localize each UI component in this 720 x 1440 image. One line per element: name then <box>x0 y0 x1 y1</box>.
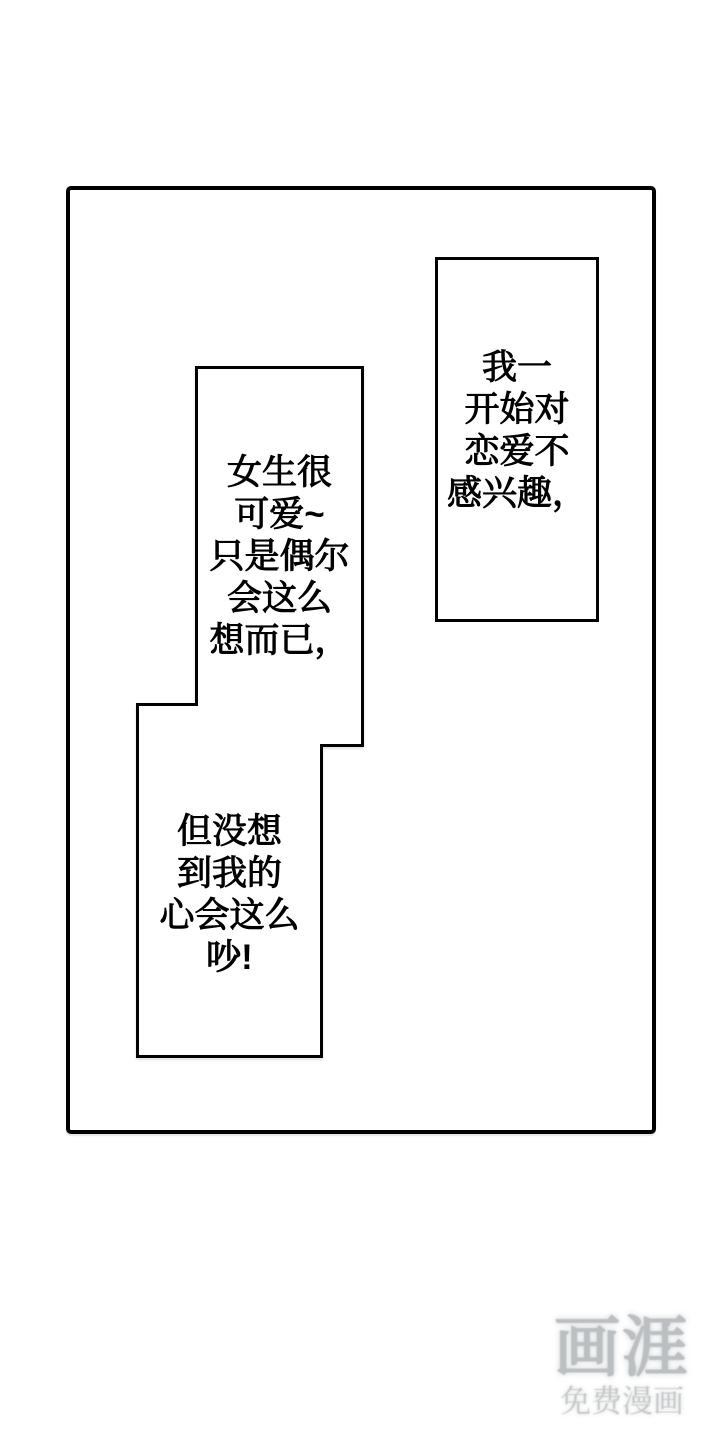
bubble-text-line: 心会这么 <box>159 896 300 935</box>
bubble-text-line: 吵! <box>206 938 253 977</box>
bubble-text-line: 只是偶尔 <box>209 536 350 576</box>
bubble-text-line: 开始对 <box>464 389 570 429</box>
watermark-tagline: 免费漫画 <box>560 1384 684 1419</box>
bubble-text-line: 女生很 <box>226 452 332 492</box>
bubble-text-line: 感兴趣， <box>446 473 587 513</box>
speech-bubble-lower-left <box>136 703 323 1058</box>
bubble-text-line: 到我的 <box>176 854 282 893</box>
bubble-text-line: 可爱~ <box>234 494 325 534</box>
watermark-logo: 画涯 <box>554 1310 690 1384</box>
speech-bubble-right <box>435 257 599 622</box>
bubble-text-line: 我一 <box>481 347 552 387</box>
bubble-text-line: 会这么 <box>226 578 332 618</box>
bubble-union-patch <box>198 703 323 744</box>
bubble-text-line: 想而已， <box>209 620 350 660</box>
bubble-text-line: 恋爱不 <box>464 431 570 471</box>
speech-bubble-upper-left <box>195 366 364 747</box>
bubble-text-line: 但没想 <box>176 812 282 851</box>
